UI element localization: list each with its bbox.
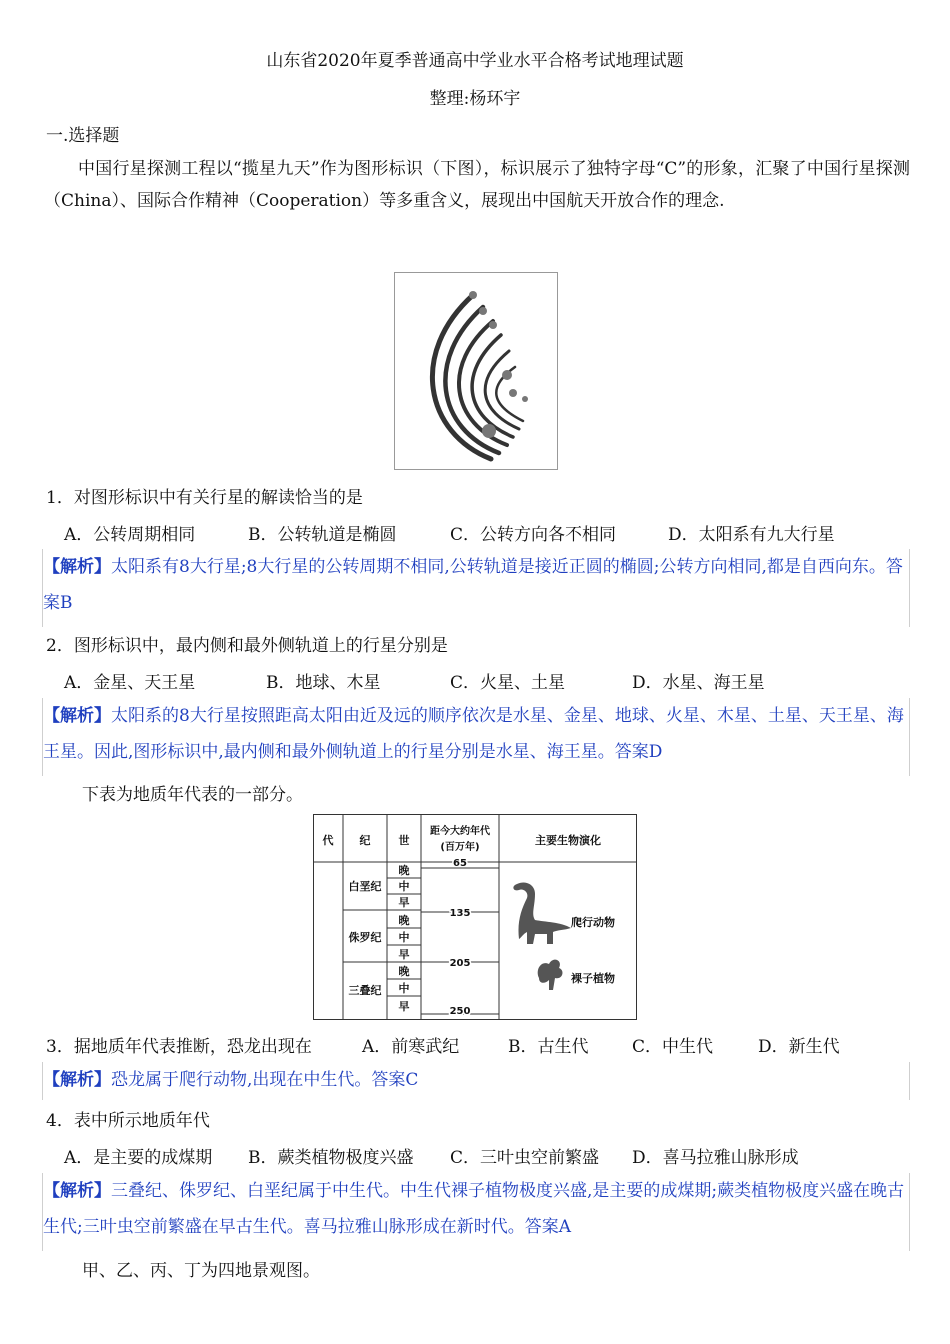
epoch-late: 晚 [398, 914, 410, 927]
q2-option-b[interactable]: B．地球、木星 [266, 673, 381, 693]
q2-analysis-text: 太阳系的8大行星按照距高太阳由近及远的顺序依次是水星、金星、地球、火星、木星、土星、天王星、海王星。因此,图形标识中,最内侧和最外侧轨道上的行星分别是水星、海王星。答案D [43, 706, 904, 762]
q1-option-b[interactable]: B．公转轨道是椭圆 [248, 525, 397, 545]
q4-option-a[interactable]: A．是主要的成煤期 [64, 1148, 213, 1168]
section-heading: 一.选择题 [46, 126, 120, 146]
age-250: 250 [449, 1006, 471, 1017]
mission-logo-icon [395, 273, 557, 469]
header-age-unit: (百万年) [440, 842, 480, 853]
age-65: 65 [453, 858, 467, 869]
q3-option-d[interactable]: D．新生代 [758, 1037, 840, 1057]
analysis-tag: 【解析】 [43, 1070, 111, 1090]
q3-analysis [42, 1062, 910, 1100]
compiler-line: 整理:杨环宇 [429, 89, 521, 109]
epoch-middle: 中 [398, 931, 410, 944]
epoch-middle: 中 [398, 880, 410, 893]
q1-option-a[interactable]: A．公转周期相同 [64, 525, 196, 545]
header-period: 纪 [359, 834, 371, 847]
header-era: 代 [322, 834, 334, 847]
epoch-late: 晚 [398, 965, 410, 978]
q4-analysis-text: 三叠纪、侏罗纪、白垩纪属于中生代。中生代裸子植物极度兴盛,是主要的成煤期;蕨类植物极度兴盛在晚古生代;三叶虫空前繁盛在早古生代。喜马拉雅山脉形成在新时代。答案A [43, 1181, 905, 1237]
q2-option-d[interactable]: D．水星、海王星 [632, 673, 765, 693]
period-triassic: 三叠纪 [348, 984, 382, 997]
table-intro: 下表为地质年代表的一部分。 [82, 785, 303, 805]
analysis-tag: 【解析】 [43, 557, 111, 577]
header-age: 距今大约年代 [430, 826, 490, 837]
epoch-middle: 中 [398, 982, 410, 995]
closing-line: 甲、乙、丙、丁为四地景观图。 [82, 1261, 320, 1281]
q1-option-d[interactable]: D．太阳系有九大行星 [668, 525, 835, 545]
epoch-early: 早 [398, 896, 410, 909]
q3-option-a[interactable]: A．前寒武纪 [362, 1037, 460, 1057]
question-4-stem: 4．表中所示地质年代 [46, 1111, 210, 1131]
document-title: 山东省2020年夏季普通高中学业水平合格考试地理试题 [266, 51, 684, 71]
q1-analysis [42, 549, 910, 627]
life-gymnosperms: 裸子植物 [571, 972, 615, 985]
q4-analysis [42, 1173, 910, 1251]
epoch-late: 晚 [398, 864, 410, 877]
q2-analysis [42, 698, 910, 776]
epoch-early: 早 [398, 1000, 410, 1013]
epoch-early: 早 [398, 948, 410, 961]
header-epoch: 世 [398, 834, 410, 847]
question-3-stem: 3．据地质年代表推断，恐龙出现在 [46, 1037, 312, 1057]
dinosaur-icon [513, 882, 571, 944]
header-life: 主要生物演化 [535, 834, 601, 847]
age-205: 205 [449, 958, 471, 969]
analysis-tag: 【解析】 [43, 1181, 111, 1201]
analysis-tag: 【解析】 [43, 706, 111, 726]
question-2-stem: 2．图形标识中，最内侧和最外侧轨道上的行星分别是 [46, 636, 448, 656]
intro-paragraph: 中国行星探测工程以“揽星九天”作为图形标识（下图），标识展示了独特字母“C”的形象，汇聚了中国行星探测（China）、国际合作精神（Cooperation）等多重含义，展现出中国航天开放合作的理念. [44, 159, 910, 211]
q4-option-c[interactable]: C．三叶虫空前繁盛 [450, 1148, 600, 1168]
geologic-time-table [313, 814, 637, 1020]
q1-analysis-text: 太阳系有8大行星;8大行星的公转周期不相同,公转轨道是接近正圆的椭圆;公转方向相同,都是自西向东。答案B [43, 557, 903, 613]
q3-option-b[interactable]: B．古生代 [508, 1037, 589, 1057]
q4-option-b[interactable]: B．蕨类植物极度兴盛 [248, 1148, 414, 1168]
period-cretaceous: 白垩纪 [348, 880, 382, 893]
q4-option-d[interactable]: D．喜马拉雅山脉形成 [632, 1148, 799, 1168]
age-135: 135 [449, 908, 471, 919]
gymnosperm-plant-icon [538, 960, 563, 990]
life-reptiles: 爬行动物 [571, 916, 615, 929]
mission-logo-figure [394, 272, 558, 470]
period-jurassic: 侏罗纪 [348, 931, 382, 944]
q3-analysis-text: 恐龙属于爬行动物,出现在中生代。答案C [111, 1070, 419, 1090]
question-1-stem: 1．对图形标识中有关行星的解读恰当的是 [46, 488, 363, 508]
q3-option-c[interactable]: C．中生代 [632, 1037, 714, 1057]
q2-option-a[interactable]: A．金星、天王星 [64, 673, 196, 693]
q2-option-c[interactable]: C．火星、土星 [450, 673, 566, 693]
q1-option-c[interactable]: C．公转方向各不相同 [450, 525, 617, 545]
